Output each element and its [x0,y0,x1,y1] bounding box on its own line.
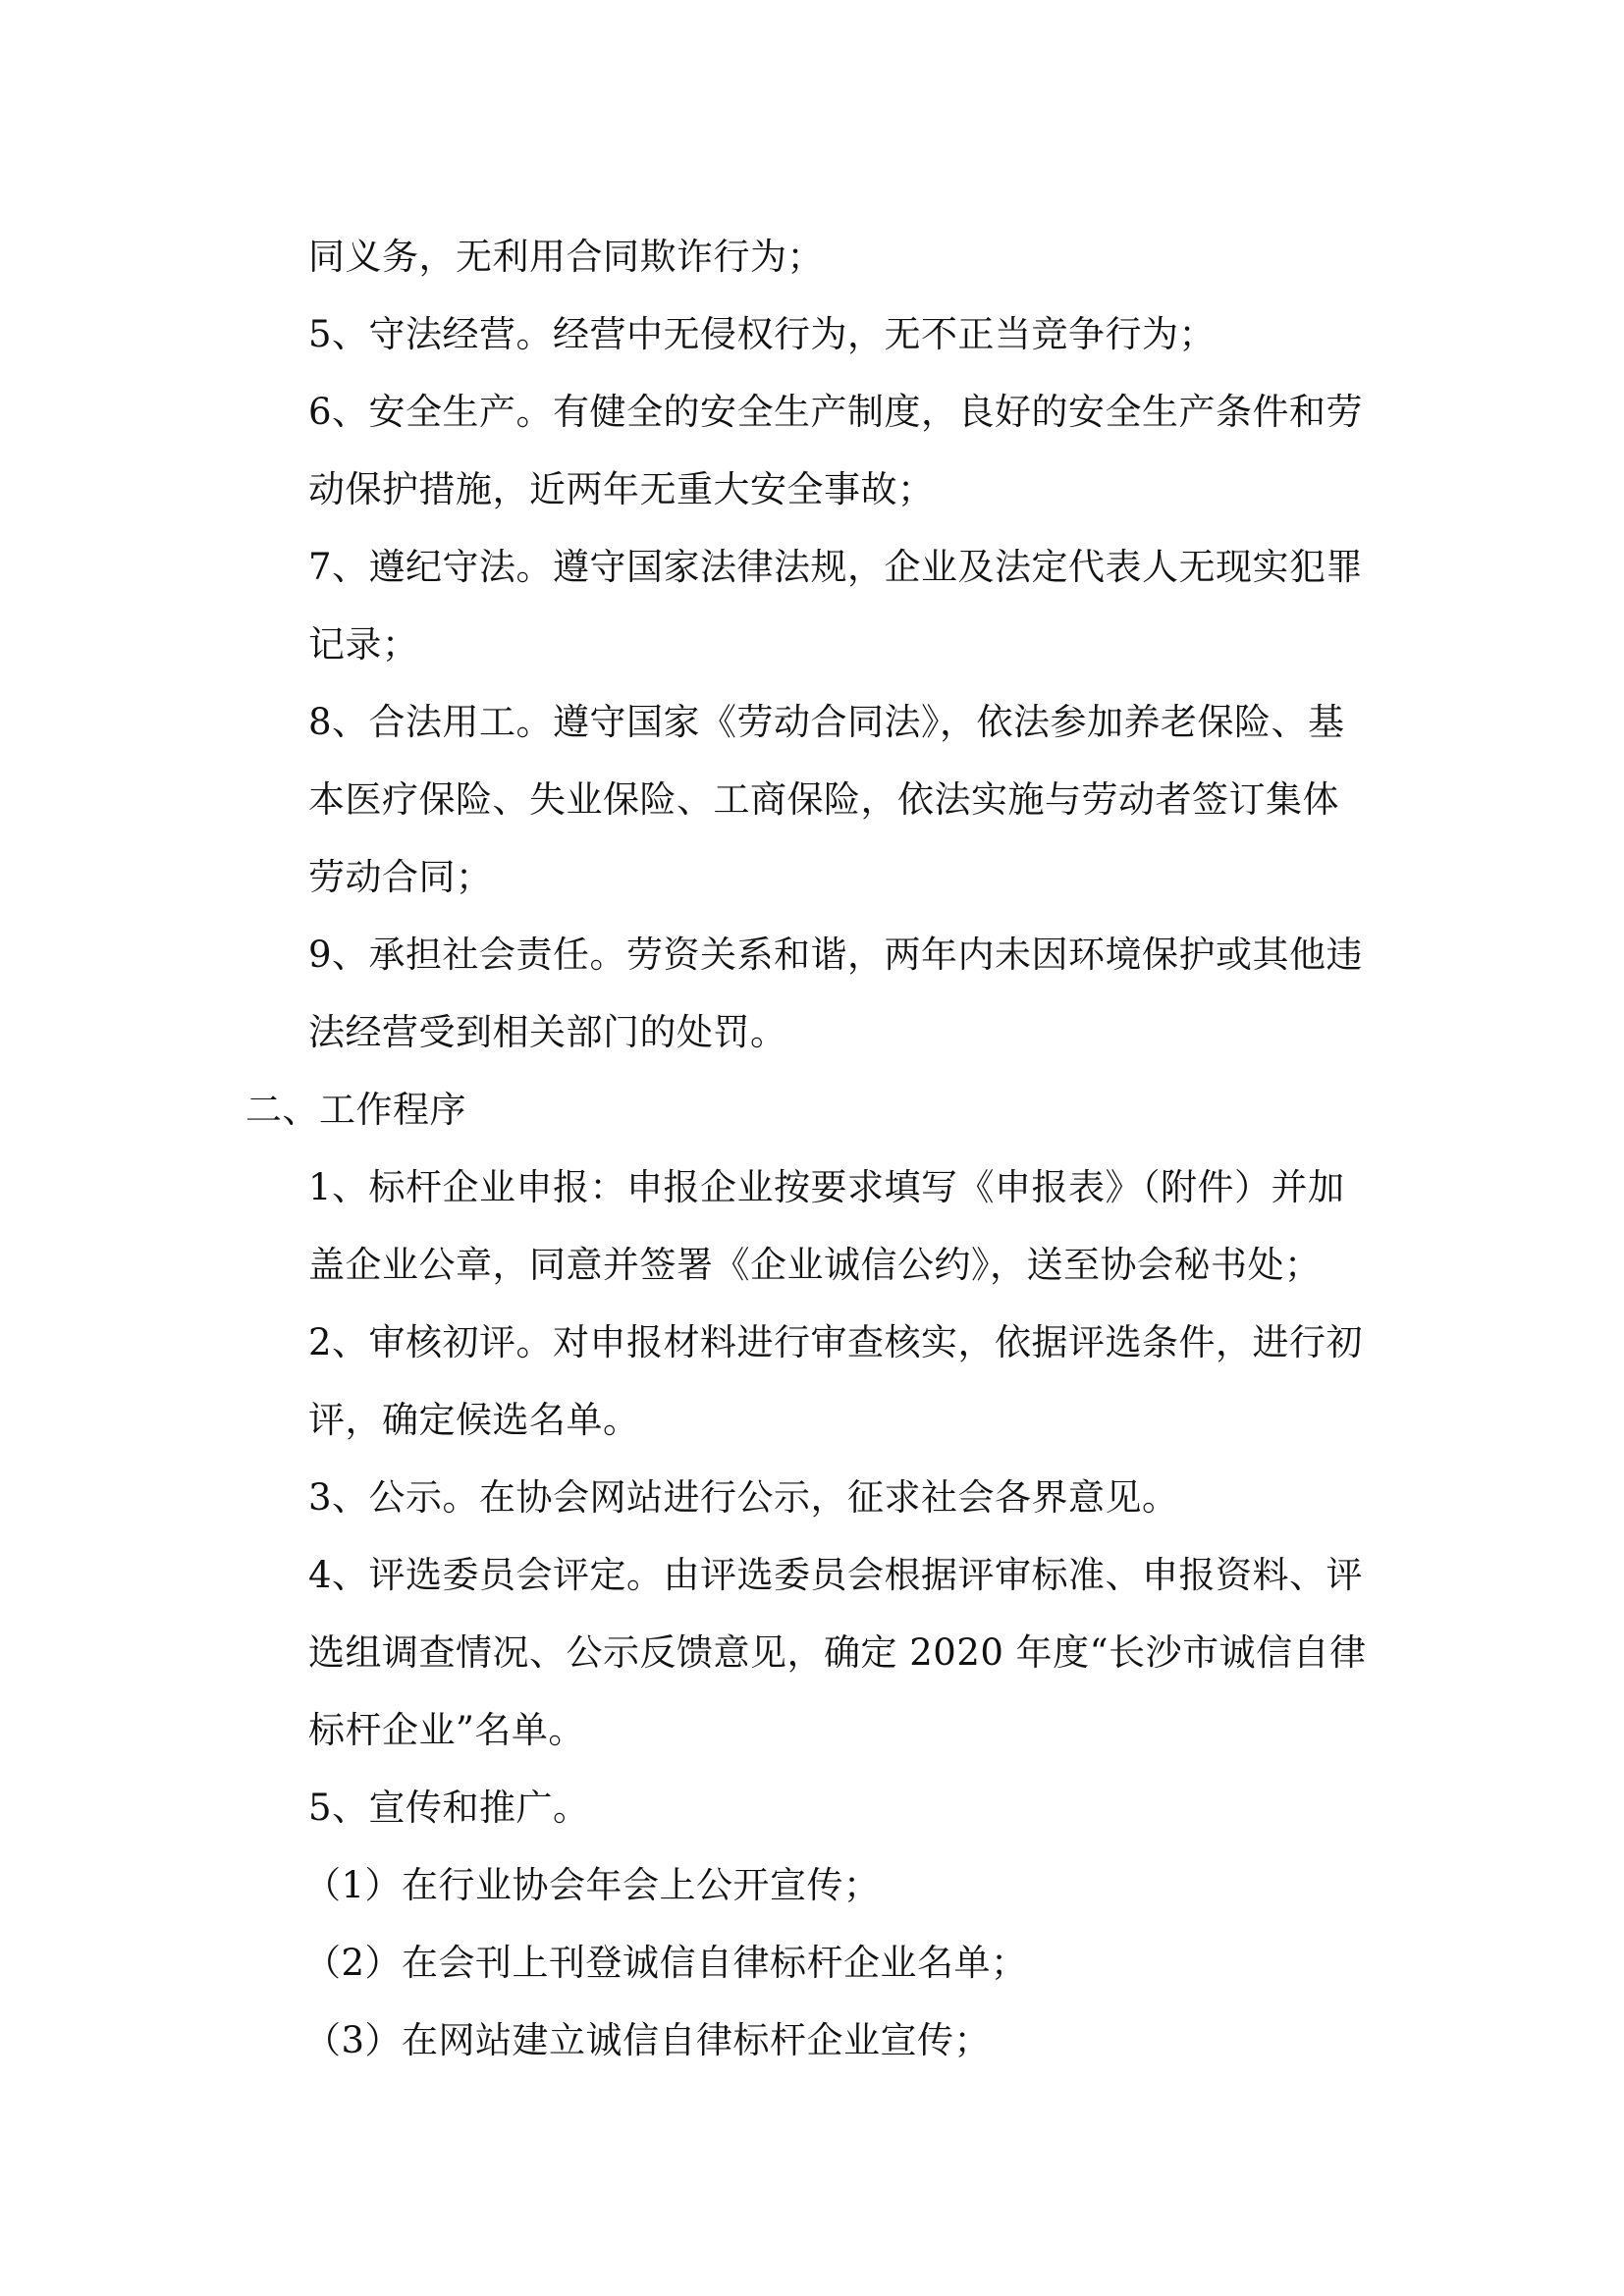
document-body [245,218,1394,2079]
paragraph-line: 9、承担社会责任。劳资关系和谐，两年内未因环境保护或其他违 [308,934,1364,976]
paragraph-line: 5、宣传和推广。 [308,1787,590,1829]
paragraph-line: 7、遵纪守法。遵守国家法律法规，企业及法定代表人无现实犯罪 [308,546,1364,588]
paragraph-line: 5、守法经营。经营中无侵权行为，无不正当竞争行为； [308,313,1217,355]
paragraph-line: 3、公示。在协会网站进行公示，征求社会各界意见。 [308,1476,1179,1519]
section-heading: 二、工作程序 [245,1089,466,1131]
paragraph-line: 标杆企业”名单。 [308,1709,585,1751]
paragraph-line: 本医疗保险、失业保险、工商保险，依法实施与劳动者签订集体 [308,778,1339,821]
paragraph-line: 1、标杆企业申报：申报企业按要求填写《申报表》（附件）并加 [308,1166,1345,1208]
paragraph-line: 动保护措施，近两年无重大安全事故； [308,468,935,510]
list-item: （1）在行业协会年会上公开宣传； [304,1864,881,1906]
paragraph-line: 盖企业公章，同意并签署《企业诚信公约》，送至协会秘书处； [308,1244,1322,1286]
paragraph-line: 法经营受到相关部门的处罚。 [308,1011,787,1053]
paragraph-line: 劳动合同； [308,856,493,898]
paragraph-line: 评，确定候选名单。 [308,1399,640,1441]
paragraph-line: 选组调查情况、公示反馈意见，确定 2020 年度“长沙市诚信自律 [308,1631,1367,1674]
list-item: （3）在网站建立诚信自律标杆企业宣传； [304,2019,992,2061]
paragraph-line: 记录； [308,623,419,666]
list-item: （2）在会刊上刊登诚信自律标杆企业名单； [304,1942,1028,1984]
paragraph-line: 6、安全生产。有健全的安全生产制度，良好的安全生产条件和劳 [308,391,1364,433]
paragraph-line: 2、审核初评。对申报材料进行审查核实，依据评选条件，进行初 [308,1321,1364,1363]
paragraph-line: 同义务，无利用合同欺诈行为； [308,236,824,278]
paragraph-line: 8、合法用工。遵守国家《劳动合同法》，依法参加养老保险、基 [308,701,1345,743]
paragraph-line: 4、评选委员会评定。由评选委员会根据评审标准、申报资料、评 [308,1554,1364,1596]
